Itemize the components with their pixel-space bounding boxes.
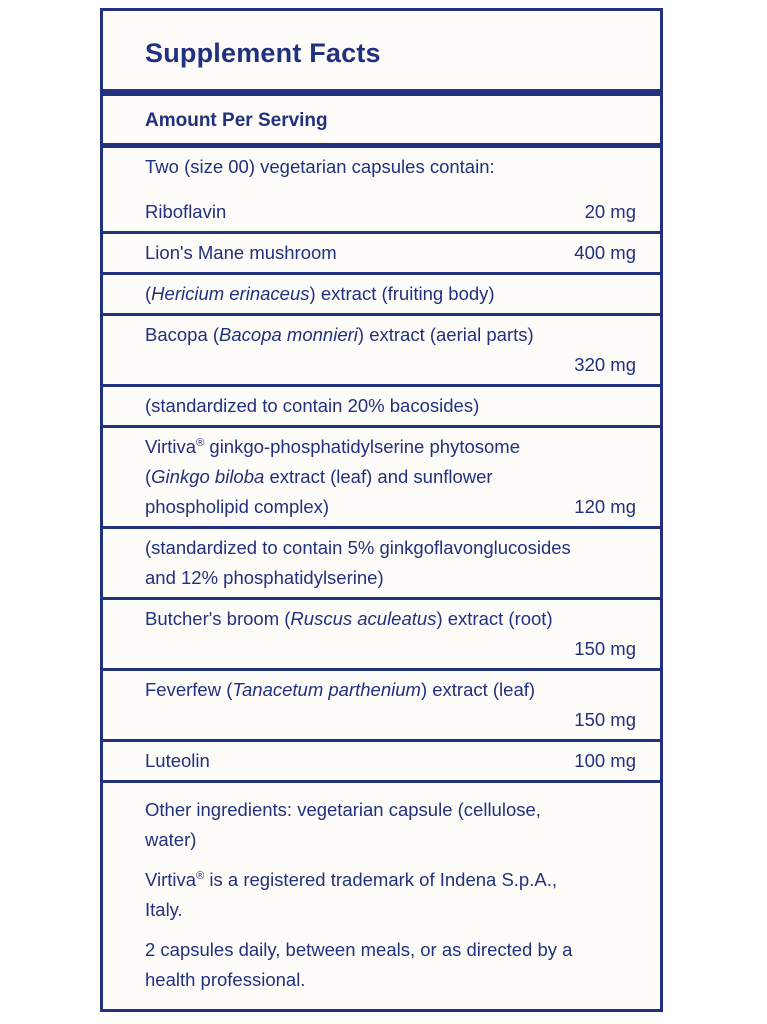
text-fragment: Bacopa ( xyxy=(145,324,220,345)
ingredient-text xyxy=(145,746,210,776)
ingredient-text xyxy=(145,799,541,820)
text-fragment: Two (size 00) vegetarian capsules contain: xyxy=(145,156,495,177)
ingredient-text xyxy=(145,197,226,227)
label-line xyxy=(145,825,636,855)
text-fragment: Luteolin xyxy=(145,750,210,771)
text-fragment: health professional. xyxy=(145,969,306,990)
registered-mark: ® xyxy=(196,436,205,449)
ingredient-text xyxy=(145,279,495,309)
amount-value: 20 mg xyxy=(584,201,636,222)
label-line xyxy=(145,391,636,421)
ingredient-text xyxy=(145,533,571,563)
trademark-note xyxy=(145,865,636,925)
amount-value: 150 mg xyxy=(574,709,636,730)
text-fragment: ( xyxy=(145,283,152,304)
latin-name: Tanacetum parthenium xyxy=(232,679,421,700)
virtiva-standardization-row xyxy=(103,526,660,597)
bacopa-row xyxy=(103,313,660,384)
latin-name: Ginkgo biloba xyxy=(151,466,265,487)
ingredient-text xyxy=(145,939,572,960)
ingredient-text xyxy=(145,462,493,492)
label-line xyxy=(145,746,636,776)
ingredient-text xyxy=(145,391,479,421)
panel-header xyxy=(103,11,660,96)
ingredient-text xyxy=(145,675,535,705)
amount-value: 320 mg xyxy=(574,354,636,375)
label-line xyxy=(145,675,636,705)
text-fragment: ) extract (aerial parts) xyxy=(357,324,534,345)
label-line xyxy=(145,432,636,462)
ingredient-text xyxy=(145,829,196,850)
text-fragment: and 12% phosphatidylserine) xyxy=(145,567,384,588)
text-fragment: water) xyxy=(145,829,197,850)
text-fragment: ginkgo-phosphatidylserine phytosome xyxy=(204,436,520,457)
ingredient-text xyxy=(145,238,337,268)
ingredient-text xyxy=(145,899,183,920)
ingredient-text xyxy=(145,969,305,990)
amount-per-serving-header: Amount Per Serving xyxy=(103,96,660,148)
text-fragment: Feverfew ( xyxy=(145,679,233,700)
label-line xyxy=(145,795,636,825)
label-line xyxy=(145,462,636,492)
text-fragment: Riboflavin xyxy=(145,201,227,222)
registered-mark: ® xyxy=(196,869,205,882)
serving-statement-row xyxy=(103,148,660,231)
text-fragment: phospholipid complex) xyxy=(145,496,330,517)
text-fragment: Lion's Mane mushroom xyxy=(145,242,337,263)
label-line xyxy=(145,350,636,380)
amount-value: 120 mg xyxy=(574,496,636,517)
label-line xyxy=(145,152,636,182)
luteolin-row xyxy=(103,739,660,780)
text-fragment: ) extract (root) xyxy=(436,608,553,629)
text-fragment: ) extract (leaf) xyxy=(420,679,536,700)
ingredient-text xyxy=(145,563,384,593)
supplement-facts-panel xyxy=(100,8,663,1012)
butchers-broom-row xyxy=(103,597,660,668)
text-fragment: ) extract (fruiting body) xyxy=(309,283,495,304)
label-line xyxy=(145,238,636,268)
latin-name: Hericium erinaceus xyxy=(151,283,310,304)
ingredient-text xyxy=(145,492,329,522)
text-fragment: (standardized to contain 5% ginkgoflavonglucosides xyxy=(145,537,571,558)
latin-name: Ruscus aculeatus xyxy=(290,608,437,629)
label-line xyxy=(145,197,636,227)
virtiva-row xyxy=(103,425,660,526)
text-fragment: Other ingredients: vegetarian capsule (cellulose, xyxy=(145,799,541,820)
text-fragment: Virtiva xyxy=(145,436,197,457)
ingredient-text xyxy=(145,869,557,890)
amount-value: 400 mg xyxy=(574,242,636,263)
latin-name: Bacopa monnieri xyxy=(219,324,358,345)
panel-footer xyxy=(103,780,660,1009)
label-line xyxy=(145,604,636,634)
label-line xyxy=(145,634,636,664)
dosage-note xyxy=(145,935,636,995)
label-line xyxy=(145,705,636,735)
text-fragment: (standardized to contain 20% bacosides) xyxy=(145,395,480,416)
text-fragment: is a registered trademark of Indena S.p.A., xyxy=(204,869,557,890)
amount-value: 150 mg xyxy=(574,638,636,659)
amount-value: 100 mg xyxy=(574,750,636,771)
ingredient-text xyxy=(145,152,495,182)
label-line xyxy=(145,965,636,995)
bacopa-standardization-row xyxy=(103,384,660,425)
ingredient-text xyxy=(145,432,520,462)
label-line xyxy=(145,492,636,522)
feverfew-row xyxy=(103,668,660,739)
panel-title: Supplement Facts xyxy=(145,38,381,68)
hericium-extract-row xyxy=(103,272,660,313)
label-line xyxy=(145,533,636,563)
lions-mane-row xyxy=(103,231,660,272)
label-line xyxy=(145,865,636,895)
text-fragment: Butcher's broom ( xyxy=(145,608,291,629)
other-ingredients-note xyxy=(145,795,636,855)
label-line xyxy=(145,895,636,925)
label-line xyxy=(145,320,636,350)
ingredient-rows xyxy=(103,148,660,780)
ingredient-text xyxy=(145,320,534,350)
label-line xyxy=(145,279,636,309)
text-fragment: extract (leaf) and sunflower xyxy=(264,466,493,487)
text-fragment: ( xyxy=(145,466,152,487)
text-fragment: Italy. xyxy=(145,899,183,920)
ingredient-text xyxy=(145,604,553,634)
label-line xyxy=(145,563,636,593)
label-line xyxy=(145,935,636,965)
text-fragment: 2 capsules daily, between meals, or as directed by a xyxy=(145,939,573,960)
text-fragment: Virtiva xyxy=(145,869,197,890)
